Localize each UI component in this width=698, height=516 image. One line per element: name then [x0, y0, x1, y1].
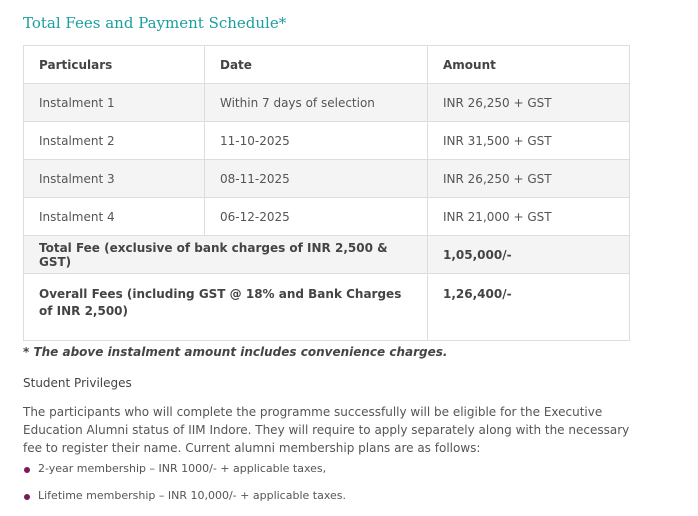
- cell-particular: Instalment 4: [24, 198, 205, 236]
- overall-value: 1,26,400/-: [428, 274, 630, 341]
- cell-particular: Instalment 3: [24, 160, 205, 198]
- table-row: [24, 84, 630, 122]
- table-row: [24, 122, 630, 160]
- table-row: [24, 198, 630, 236]
- privileges-heading: Student Privileges: [23, 376, 132, 390]
- overall-row: [24, 274, 630, 341]
- header-amount: Amount: [428, 46, 630, 84]
- cell-date: 11-10-2025: [205, 122, 428, 160]
- overall-label: Overall Fees (including GST @ 18% and Bank Charges of INR 2,500): [24, 274, 428, 341]
- cell-date: Within 7 days of selection: [205, 84, 428, 122]
- cell-amount: INR 31,500 + GST: [428, 122, 630, 160]
- cell-amount: INR 26,250 + GST: [428, 160, 630, 198]
- cell-particular: Instalment 2: [24, 122, 205, 160]
- list-item: Lifetime membership – INR 10,000/- + applicable taxes.: [23, 489, 346, 516]
- cell-amount: INR 21,000 + GST: [428, 198, 630, 236]
- header-date: Date: [205, 46, 428, 84]
- section-title: Total Fees and Payment Schedule*: [23, 14, 287, 32]
- privileges-text: The participants who will complete the programme successfully will be eligible for the Executive Education Alumni status of IIM Indore. They will require to apply separately along with the necessary fee to register their name. Current alumni membership plans are as follows:: [23, 405, 630, 455]
- membership-plans-list: [23, 462, 346, 516]
- table-header-row: [24, 46, 630, 84]
- header-particulars: Particulars: [24, 46, 205, 84]
- cell-particular: Instalment 1: [24, 84, 205, 122]
- table-row: [24, 160, 630, 198]
- total-value: 1,05,000/-: [428, 236, 630, 274]
- total-label: Total Fee (exclusive of bank charges of INR 2,500 & GST): [24, 236, 428, 274]
- instalment-note: * The above instalment amount includes convenience charges.: [23, 345, 448, 359]
- cell-date: 08-11-2025: [205, 160, 428, 198]
- list-item: 2-year membership – INR 1000/- + applicable taxes,: [23, 462, 346, 489]
- total-row: [24, 236, 630, 274]
- cell-date: 06-12-2025: [205, 198, 428, 236]
- cell-amount: INR 26,250 + GST: [428, 84, 630, 122]
- fee-table: [23, 45, 630, 341]
